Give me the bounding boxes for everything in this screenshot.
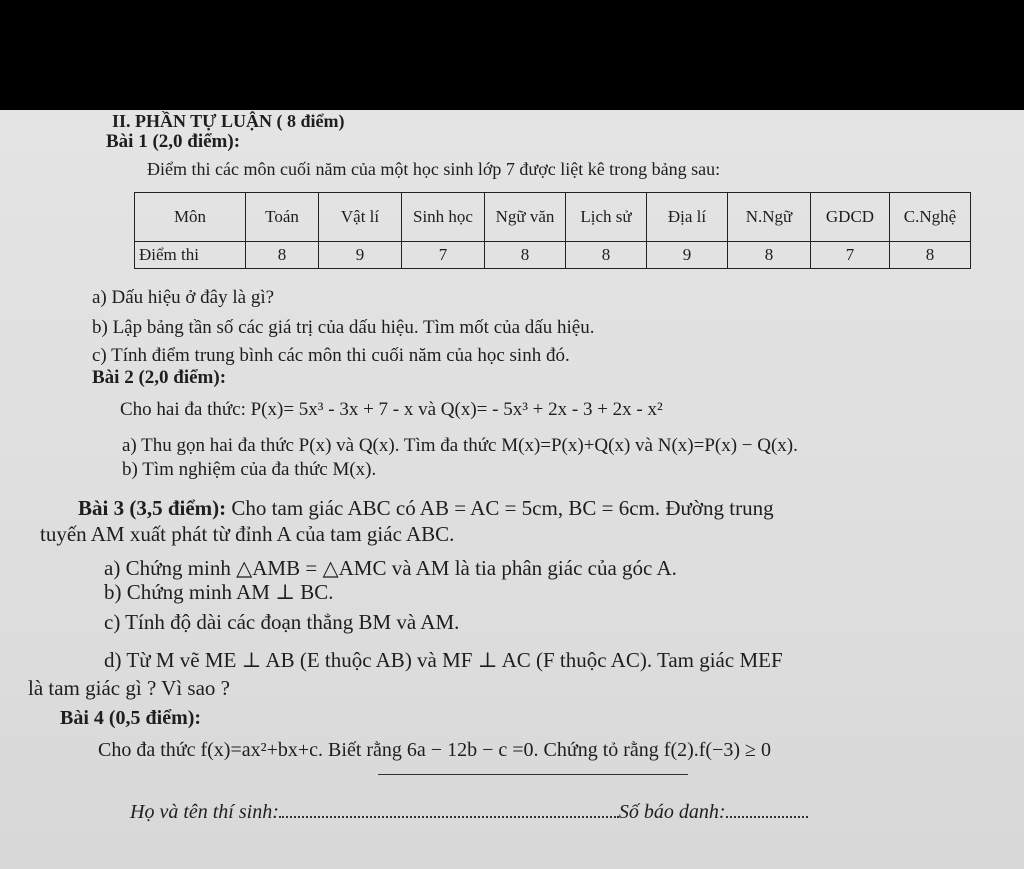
subject-cell: C.Nghệ bbox=[890, 193, 971, 242]
problem-3-part-d-cont: là tam giác gì ? Vì sao ? bbox=[28, 676, 230, 700]
score-cell: 9 bbox=[647, 242, 728, 269]
problem-3-part-c: c) Tính độ dài các đoạn thẳng BM và AM. bbox=[104, 610, 460, 634]
problem-4-title: Bài 4 (0,5 điểm): bbox=[60, 707, 202, 729]
score-cell: 8 bbox=[485, 242, 566, 269]
separator-line bbox=[378, 774, 688, 775]
candidate-number-blank[interactable] bbox=[726, 800, 808, 818]
problem-1-part-a: a) Dấu hiệu ở đây là gì? bbox=[92, 287, 275, 308]
candidate-name-blank[interactable] bbox=[279, 800, 619, 818]
row-label-cell: Điểm thi bbox=[135, 242, 246, 269]
score-cell: 8 bbox=[728, 242, 811, 269]
exam-paper bbox=[0, 110, 1024, 869]
subject-cell: Vật lí bbox=[319, 193, 402, 242]
candidate-number-label: Số báo danh: bbox=[618, 801, 726, 823]
section-title: II. PHẦN TỰ LUẬN ( 8 điểm) bbox=[112, 111, 345, 131]
problem-3-part-b: b) Chứng minh AM ⊥ BC. bbox=[104, 580, 334, 604]
problem-4-statement: Cho đa thức f(x)=ax²+bx+c. Biết rằng 6a − 12b − c =0. Chứng tỏ rằng f(2).f(−3) ≥ 0 bbox=[98, 739, 772, 761]
subject-cell: Toán bbox=[246, 193, 319, 242]
subject-cell: N.Ngữ bbox=[728, 193, 811, 242]
header-label-cell: Môn bbox=[135, 193, 246, 242]
problem-2-given: Cho hai đa thức: P(x)= 5x³ - 3x + 7 - x và Q(x)= - 5x³ + 2x - 3 + 2x - x² bbox=[120, 399, 663, 420]
problem-1-title: Bài 1 (2,0 điểm): bbox=[106, 131, 241, 152]
subject-cell: Lịch sử bbox=[566, 193, 647, 242]
problem-1-part-c: c) Tính điểm trung bình các môn thi cuối năm của học sinh đó. bbox=[92, 345, 570, 366]
problem-2-part-b: b) Tìm nghiệm của đa thức M(x). bbox=[122, 459, 377, 480]
subject-cell: Sinh học bbox=[402, 193, 485, 242]
problem-3-part-d: d) Từ M vẽ ME ⊥ AB (E thuộc AB) và MF ⊥ AC (F thuộc AC). Tam giác MEF bbox=[104, 648, 783, 672]
problem-3-part-a: a) Chứng minh △AMB = △AMC và AM là tia phân giác của góc A. bbox=[104, 556, 677, 580]
score-cell: 8 bbox=[566, 242, 647, 269]
subject-cell: Địa lí bbox=[647, 193, 728, 242]
score-cell: 7 bbox=[402, 242, 485, 269]
problem-2-title: Bài 2 (2,0 điểm): bbox=[92, 367, 227, 388]
problem-1-part-b: b) Lập bảng tần số các giá trị của dấu hiệu. Tìm mốt của dấu hiệu. bbox=[92, 317, 595, 338]
problem-3-line-1 bbox=[78, 498, 774, 519]
problem-2-part-a: a) Thu gọn hai đa thức P(x) và Q(x). Tìm đa thức M(x)=P(x)+Q(x) và N(x)=P(x) − Q(x). bbox=[122, 435, 798, 456]
problem-3-line-2: tuyến AM xuất phát từ đỉnh A của tam giác ABC. bbox=[40, 522, 455, 546]
problem-1-intro: Điểm thi các môn cuối năm của một học sinh lớp 7 được liệt kê trong bảng sau: bbox=[147, 159, 721, 179]
subject-cell: Ngữ văn bbox=[485, 193, 566, 242]
score-cell: 8 bbox=[246, 242, 319, 269]
score-cell: 9 bbox=[319, 242, 402, 269]
scores-row bbox=[135, 242, 971, 269]
candidate-name-label: Họ và tên thí sinh: bbox=[130, 801, 279, 823]
subjects-row bbox=[135, 193, 971, 242]
problem-3-title: Bài 3 (3,5 điểm): bbox=[78, 496, 227, 520]
candidate-footer bbox=[130, 800, 808, 822]
score-cell: 7 bbox=[811, 242, 890, 269]
scores-table bbox=[134, 192, 971, 269]
score-cell: 8 bbox=[890, 242, 971, 269]
problem-3-statement: Cho tam giác ABC có AB = AC = 5cm, BC = 6cm. Đường trung bbox=[231, 496, 774, 520]
subject-cell: GDCD bbox=[811, 193, 890, 242]
